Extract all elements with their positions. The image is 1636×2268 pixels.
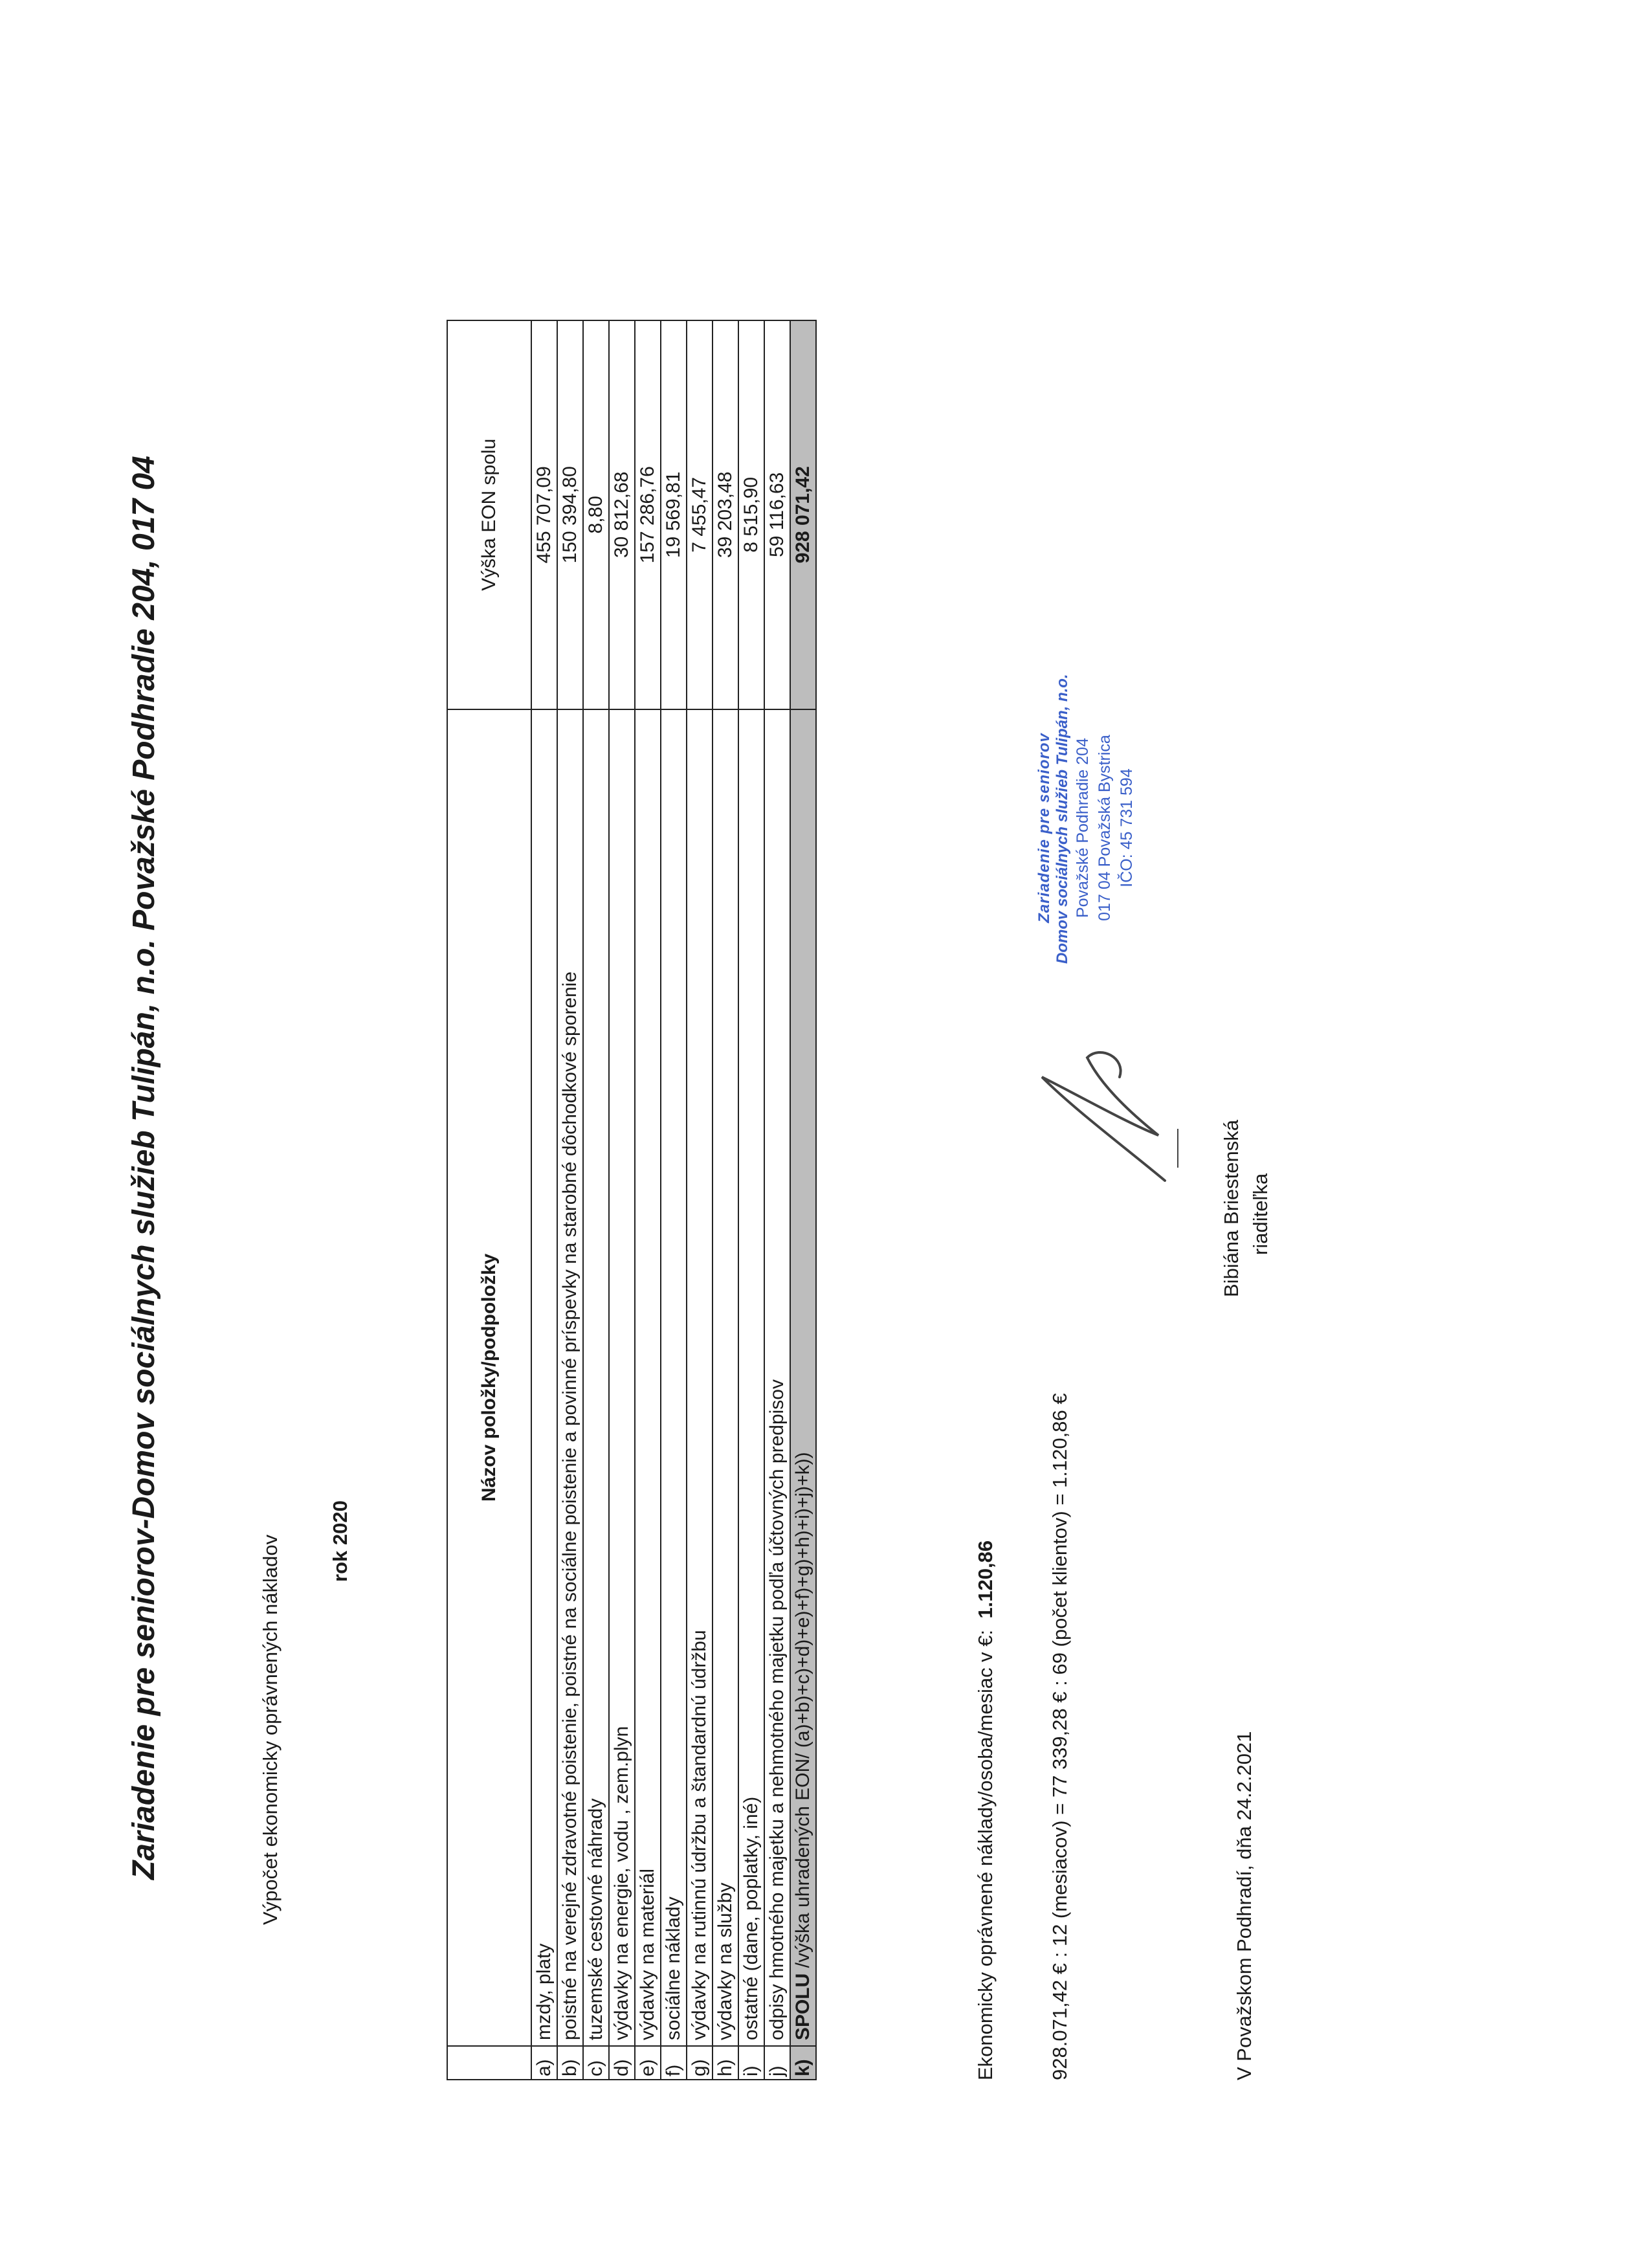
stamp-line-2: Domov sociálnych služieb Tulipán, n.o. bbox=[1054, 674, 1071, 964]
row-amount: 8 515,90 bbox=[738, 320, 764, 709]
table-row bbox=[557, 320, 583, 2080]
document-subtitle: Výpočet ekonomicky oprávnených nákladov bbox=[259, 1534, 282, 1925]
table-header-row bbox=[447, 320, 531, 2080]
row-amount: 59 116,63 bbox=[764, 320, 790, 709]
row-amount: 39 203,48 bbox=[713, 320, 738, 709]
total-name bbox=[790, 709, 816, 2047]
row-amount: 7 455,47 bbox=[687, 320, 713, 709]
row-letter: g) bbox=[687, 2046, 713, 2080]
total-letter: k) bbox=[790, 2046, 816, 2080]
total-label: SPOLU bbox=[792, 1973, 813, 2041]
row-letter: j) bbox=[764, 2046, 790, 2080]
row-name: výdavky na energie, vodu , zem.plyn bbox=[609, 709, 635, 2047]
calculation-note: 928.071,42 € : 12 (mesiacov) = 77 339,28 € : 69 (počet klientov) = 1.120,86 € bbox=[1048, 1393, 1071, 2080]
row-letter: b) bbox=[557, 2046, 583, 2080]
row-amount: 157 286,76 bbox=[635, 320, 661, 709]
monthly-cost-note bbox=[974, 1540, 997, 2080]
table-row bbox=[609, 320, 635, 2080]
row-name: sociálne náklady bbox=[661, 709, 687, 2047]
row-letter: c) bbox=[583, 2046, 609, 2080]
total-row bbox=[790, 320, 816, 2080]
stamp-line-1: Zariadenie pre seniorov bbox=[1035, 733, 1053, 923]
stamp-line-5: IČO: 45 731 594 bbox=[1118, 768, 1136, 887]
total-amount: 928 071,42 bbox=[790, 320, 816, 709]
signer-role: riaditeľka bbox=[1249, 1173, 1272, 1255]
table-row bbox=[531, 320, 557, 2080]
row-letter: i) bbox=[738, 2046, 764, 2080]
header-name: Názov položky/podpoložky bbox=[447, 709, 531, 2047]
header-letter-cell bbox=[447, 2046, 531, 2080]
row-name: tuzemské cestovné náhrady bbox=[583, 709, 609, 2047]
row-name: mzdy, platy bbox=[531, 709, 557, 2047]
row-letter: a) bbox=[531, 2046, 557, 2080]
stamp-line-4: 017 04 Považská Bystrica bbox=[1096, 735, 1114, 921]
row-name: výdavky na materiál bbox=[635, 709, 661, 2047]
table-row bbox=[738, 320, 764, 2080]
row-letter: h) bbox=[713, 2046, 738, 2080]
signer-name: Bibiána Briestenská bbox=[1220, 1120, 1243, 1297]
table-row bbox=[713, 320, 738, 2080]
row-name: ostatné (dane, poplatky, iné) bbox=[738, 709, 764, 2047]
signature-mark bbox=[1029, 1025, 1184, 1206]
monthly-cost-label: Ekonomicky oprávnené náklady/osoba/mesiac v €: bbox=[974, 1629, 997, 2080]
table-row bbox=[687, 320, 713, 2080]
row-amount: 30 812,68 bbox=[609, 320, 635, 709]
row-letter: d) bbox=[609, 2046, 635, 2080]
row-name: odpisy hmotného majetku a nehmotného majetku podľa účtovných predpisov bbox=[764, 709, 790, 2047]
row-name: výdavky na služby bbox=[713, 709, 738, 2047]
row-name: poistné na verejné zdravotné poistenie, poistné na sociálne poistenie a povinné príspevky na starobné dôchodkové sporenie bbox=[557, 709, 583, 2047]
row-amount: 19 569,81 bbox=[661, 320, 687, 709]
table-row bbox=[583, 320, 609, 2080]
table-row bbox=[764, 320, 790, 2080]
organization-stamp bbox=[1035, 674, 1138, 964]
row-name: výdavky na rutinnú údržbu a štandardnú údržbu bbox=[687, 709, 713, 2047]
document-title: Zariadenie pre seniorov-Domov sociálnych služieb Tulipán, n.o. Považské Podhradie 204, 017 04 bbox=[127, 456, 161, 1880]
document-year: rok 2020 bbox=[329, 1500, 351, 1582]
table-row bbox=[661, 320, 687, 2080]
cost-table bbox=[447, 320, 817, 2080]
header-amount: Výška EON spolu bbox=[447, 320, 531, 709]
place-date: V Považskom Podhradí, dňa 24.2.2021 bbox=[1233, 1731, 1255, 2080]
row-letter: e) bbox=[635, 2046, 661, 2080]
monthly-cost-value: 1.120,86 bbox=[974, 1540, 997, 1619]
row-amount: 455 707,09 bbox=[531, 320, 557, 709]
total-formula: /výška uhradených EON/ (a)+b)+c)+d)+e)+f)+g)+h)+i)+j)+k)) bbox=[792, 1452, 813, 1973]
row-letter: f) bbox=[661, 2046, 687, 2080]
table-row bbox=[635, 320, 661, 2080]
row-amount: 150 394,80 bbox=[557, 320, 583, 709]
stamp-line-3: Považské Podhradie 204 bbox=[1074, 738, 1092, 918]
row-amount: 8,80 bbox=[583, 320, 609, 709]
